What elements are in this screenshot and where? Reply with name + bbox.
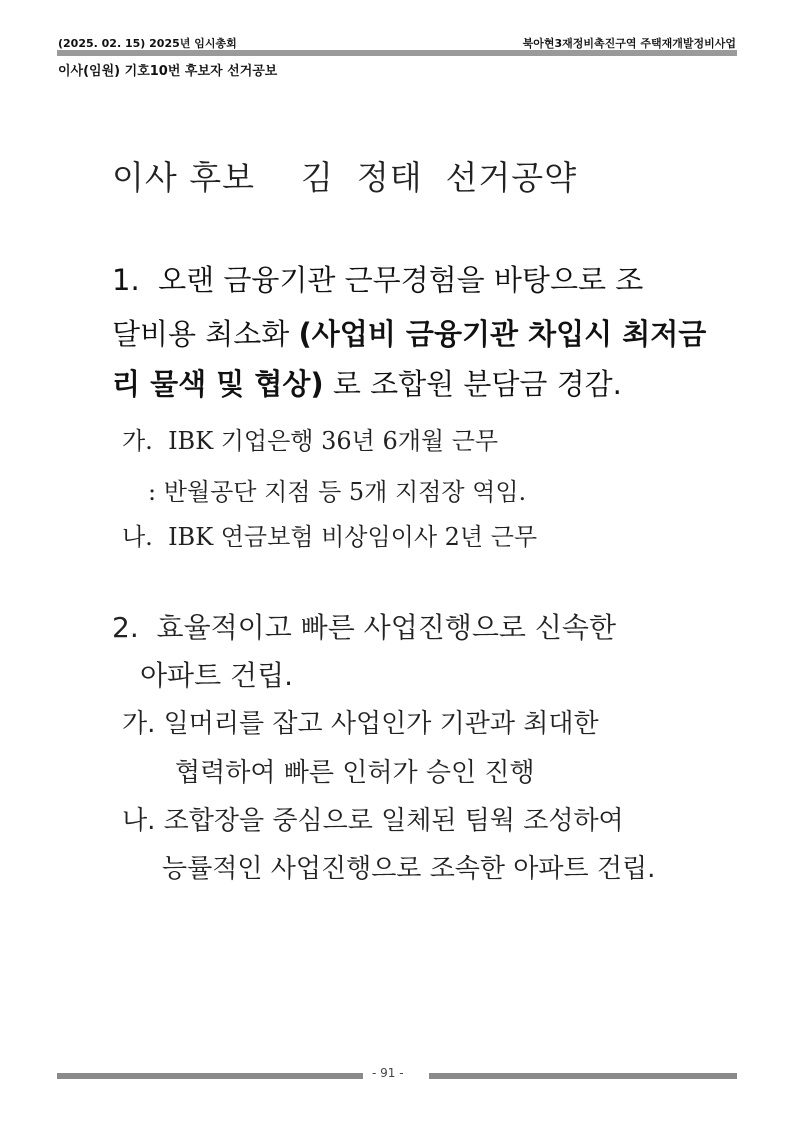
section2-item-a-line2: 협력하여 빠른 인허가 승인 진행 [175, 758, 535, 788]
section1-line3 [112, 362, 622, 403]
footer-rule-right [429, 1073, 737, 1079]
section2-line2: 아파트 건립. [140, 659, 294, 692]
section1-line2 [112, 312, 706, 353]
page-title: 이사 후보 김 정태 선거공약 [112, 158, 578, 197]
header-left-text: (2025. 02. 15) 2025년 임시총회 [58, 37, 237, 50]
section2-item-b-line1: 나. 조합장을 중심으로 일체된 팀웍 조성하여 [122, 806, 624, 836]
section2-item-b-line2: 능률적인 사업진행으로 조속한 아파트 건립. [162, 854, 656, 884]
section1-item-a: 가. IBK 기업은행 36년 6개월 근무 [122, 427, 499, 455]
section1-line2-plain: 달비용 최소화 [112, 317, 299, 351]
section1-line2-bold: (사업비 금융기관 차입시 최저금 [298, 317, 707, 351]
section2-line1: 2. 효율적이고 빠른 사업진행으로 신속한 [112, 611, 616, 644]
header-rule [57, 50, 737, 56]
section2-item-a-line1: 가. 일머리를 잡고 사업인가 기관과 최대한 [122, 709, 599, 739]
section1-line3-plain: 로 조합원 분담금 경감. [323, 367, 622, 401]
section1-line1: 1. 오랜 금융기관 근무경험을 바탕으로 조 [112, 263, 644, 297]
section1-item-a-detail: : 반월공단 지점 등 5개 지점장 역임. [148, 478, 527, 506]
section1-line3-bold: 리 물색 및 협상) [112, 367, 324, 401]
footer-rule-left [57, 1073, 363, 1079]
section1-item-b: 나. IBK 연금보험 비상임이사 2년 근무 [122, 523, 538, 551]
header-right-text: 북아현3재정비촉진구역 주택재개발정비사업 [522, 37, 736, 50]
page-number: - 91 - [372, 1066, 404, 1080]
header-subtitle: 이사(임원) 기호10번 후보자 선거공보 [58, 64, 278, 79]
